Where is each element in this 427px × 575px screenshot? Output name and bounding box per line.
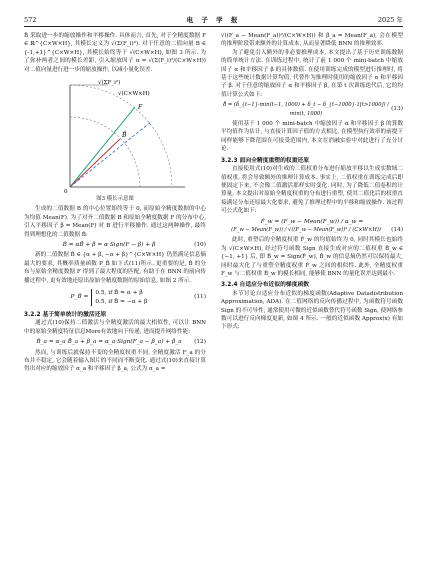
- paragraph: 直接使用式(10)对生成的二值权重分布进行缩放平移以生成实数域二值权重, 将会导致额外的推理计算成本. 事实上, 二值权重在训练完成后即便固定下来, 不会像二值激活那样实时变化. 同时, 为了降低二值卷积的计算量, 本文提出对原始全精度权重的分布进行重塑, 使其二值化后的权重直接满足分布还原最大化要求, 避免了推理过程中的平移和缩放操作. 该过程可公式化如下:: [221, 166, 403, 215]
- header-rule: [24, 26, 403, 27]
- left-column: [24, 32, 206, 374]
- section-heading: 3.2.4 自适应分布近似的梯度函数: [221, 282, 310, 289]
- paragraph: 使用基于 1 000 个 mini-batch 中缩放因子 α 和平移因子 β 的算数平均值作为估计, 与直接计算因子值的方式相比, 在模型执行效率的前提下同样能够下降范围在可接受范围内, 本文在消融实验中对此进行了充分讨论.: [221, 121, 403, 153]
- case-2: 0.5, if B̂ = −α + β: [95, 298, 148, 305]
- paragraph: 然而, 与训练后就保持不变的全精度权重不同, 全精度激活 F_a 的分布并不稳定, 它会随着输入图片的不同而不断变化. 通过式(10)来直接计算得出对应的缩放因子 α_a 和平移因子 β_a, 公式为 α_a =: [24, 349, 206, 373]
- equation-cases: [91, 289, 147, 306]
- equation-12: [24, 338, 206, 346]
- equation-10: [24, 241, 206, 249]
- equation-body: [24, 289, 194, 306]
- paragraph: 此时, 重塑后的全精度权重 F̂_w 的均值始终为 0, 同时其模长也始终为 √(C×W×H), 经过符号函数 Sign 直接生成对应的二值权重 B̂_w ∈ {−1, +1} 后, 即 B̂_w = Sign(F̂_w), B̂_w 的信息熵仍然可以保持最大, 同时最大化了与重塑全精度权重 F̂_w 之间的相似性. 此外, 全精度权重 F_w 与二值权重 B̂_w 的模长相同, 能够使 BNN 的量化误差达到最小.: [221, 237, 403, 277]
- equation-body: B̂_a = α_a B̄_a + β_a = α_a·Sign(F_a − β_a) + β_a: [36, 339, 182, 346]
- equation-number: (10): [194, 242, 206, 249]
- equation-number: (14): [391, 226, 403, 233]
- paragraph: 为了避免引入额外的非必要推理成本, 本文提出了基于历史训练数据的简单统计方法. 在训练过程中, 统计了前 1 000 个 mini-batch 中缩放因子 α 和平移因子 β 的具体数值. 在使用训练完成的模型进行推理时, 将基于这些统计数据计算均值, 代替作为推理时使用的缩放因子 α 和平移因子 β. 对于任意的缩放因子 α 和平移因子 β, 在第 t 次训练迭代后, 它的均值计算公式如下:: [221, 49, 403, 98]
- paragraph: √((F_a − Mean(F_a))²/(C×W×H)) 和 β_a = Mean(F_a), 会在模型的推理阶段带来额外的计算成本, 从而显著降低 BNN 的推理效率.: [221, 33, 403, 48]
- label-b: B̄: [122, 132, 127, 140]
- equation-11: [24, 287, 206, 308]
- case-1: 0.5, if B̂ = α + β: [95, 290, 143, 297]
- journal-title: 电 子 学 报: [186, 16, 241, 24]
- section-heading: 3.2.3 面向全精度重塑的权重还原: [221, 157, 310, 164]
- running-header: [24, 10, 403, 24]
- paragraph: 本节讨论自适应分布近似的梯度函数(Adaptive Datadistribution Approximation, ADA). 在二值网络的反向传播过程中, 为函数符号函数 Sign 的不可导性, 通常使用可微的近似函数替代符号函数 Sign, 使网络参数可以进行反向梯度更新, 如图 4 所示. 一般的近似函数 Approx(x) 有如下形式:: [221, 290, 403, 331]
- vector-f: [70, 107, 135, 187]
- section-heading: 3.2.2 基于简单统计的激活还原: [24, 311, 107, 318]
- vector-b: [70, 139, 120, 187]
- equation-14: [221, 218, 403, 235]
- paragraph: 通过式(10)保持二值激活与全精度激活的最大相似性, 可以让 BNN 中的原始全精度特征信息More有效地向下传递, 进而提升网络性能:: [24, 320, 206, 335]
- label-origin: 0: [64, 189, 68, 196]
- equation-body: B̂ = αB̄ + β = α·Sign(F − β) + β: [62, 242, 156, 249]
- equation-body: δ̄ = (δ_{t−1}·min(t−1, 1000) + δ_t − δ_{t−1000}·1[t>1000]) / min(t, 1000): [223, 102, 389, 117]
- page-number: 572: [24, 16, 37, 24]
- vector-scaled: [70, 121, 152, 187]
- equation-number: (12): [194, 339, 206, 346]
- equation-rhs: (F_w − Mean(F_w)) / √((F_w − Mean(F_w))² / (C×W×H)): [231, 226, 381, 233]
- paragraph: 新的二值数据 B̂ ∈ {α + β, −α + β}^{C×W×H} 仍然满足信息熵最大的要求, 其概率质量函数 P_B̂ 如下式(11)所示. 更重要的是, B̂ 的分布与原始全精度数据 F 得到了最大程度的匹配, 有助于在 BNN 的前向传播过程中, 更有效地还原出原始全精度数据的原始信息, 如图 2 所示.: [24, 252, 206, 284]
- equation-13: [221, 101, 403, 118]
- year: 2025 年: [377, 16, 403, 24]
- paragraph: B̄ 采取进一步的缩放操作和平移操作. 具体而言, 首先, 对于全精度数据 F ∈ ℝ^{C×W×H}, 其模长定义为 √(Σ(F_i)²). 对于任意的二值向量 B ∈ {-1,+1}^{C×W×H}, 其模长始终等于 √(C×W×H), 如图 3 所示. 为了弥补两者之间的模长差距, 引入缩放因子 α = √(Σ(F_i)²/(C×W×H)) 对二值向量进行进一步的缩放操作, 以减小量化误差.: [24, 33, 206, 73]
- equation-lhs: F̂_w = (F_w − Mean(F_w)) / α_w =: [260, 218, 364, 225]
- equation-lhs: P_B̂ =: [70, 294, 89, 301]
- right-column: [221, 32, 403, 332]
- label-norm-b: √(C×W×H): [118, 91, 150, 98]
- norm-figure: [40, 77, 190, 195]
- equation-number: (11): [194, 294, 206, 301]
- label-f: F: [138, 104, 143, 112]
- paragraph: 生成的二值数据 B 的中心位置始终等于 0, 而原始全精度数据的中心为均值 Mean(F). 为了对齐二值数据 B 和原始全精度数据 F 的分布中心, 引入平移因子 β = Mean(F) 对 B 进行平移操作. 通过这两种操作, 最终得到理想化的二值数据 B̂:: [24, 206, 206, 238]
- equation-number: (13): [391, 106, 403, 113]
- label-norm-f: √(ΣF_i²): [98, 80, 121, 87]
- figure-caption: 图3 模长示意图: [96, 196, 134, 203]
